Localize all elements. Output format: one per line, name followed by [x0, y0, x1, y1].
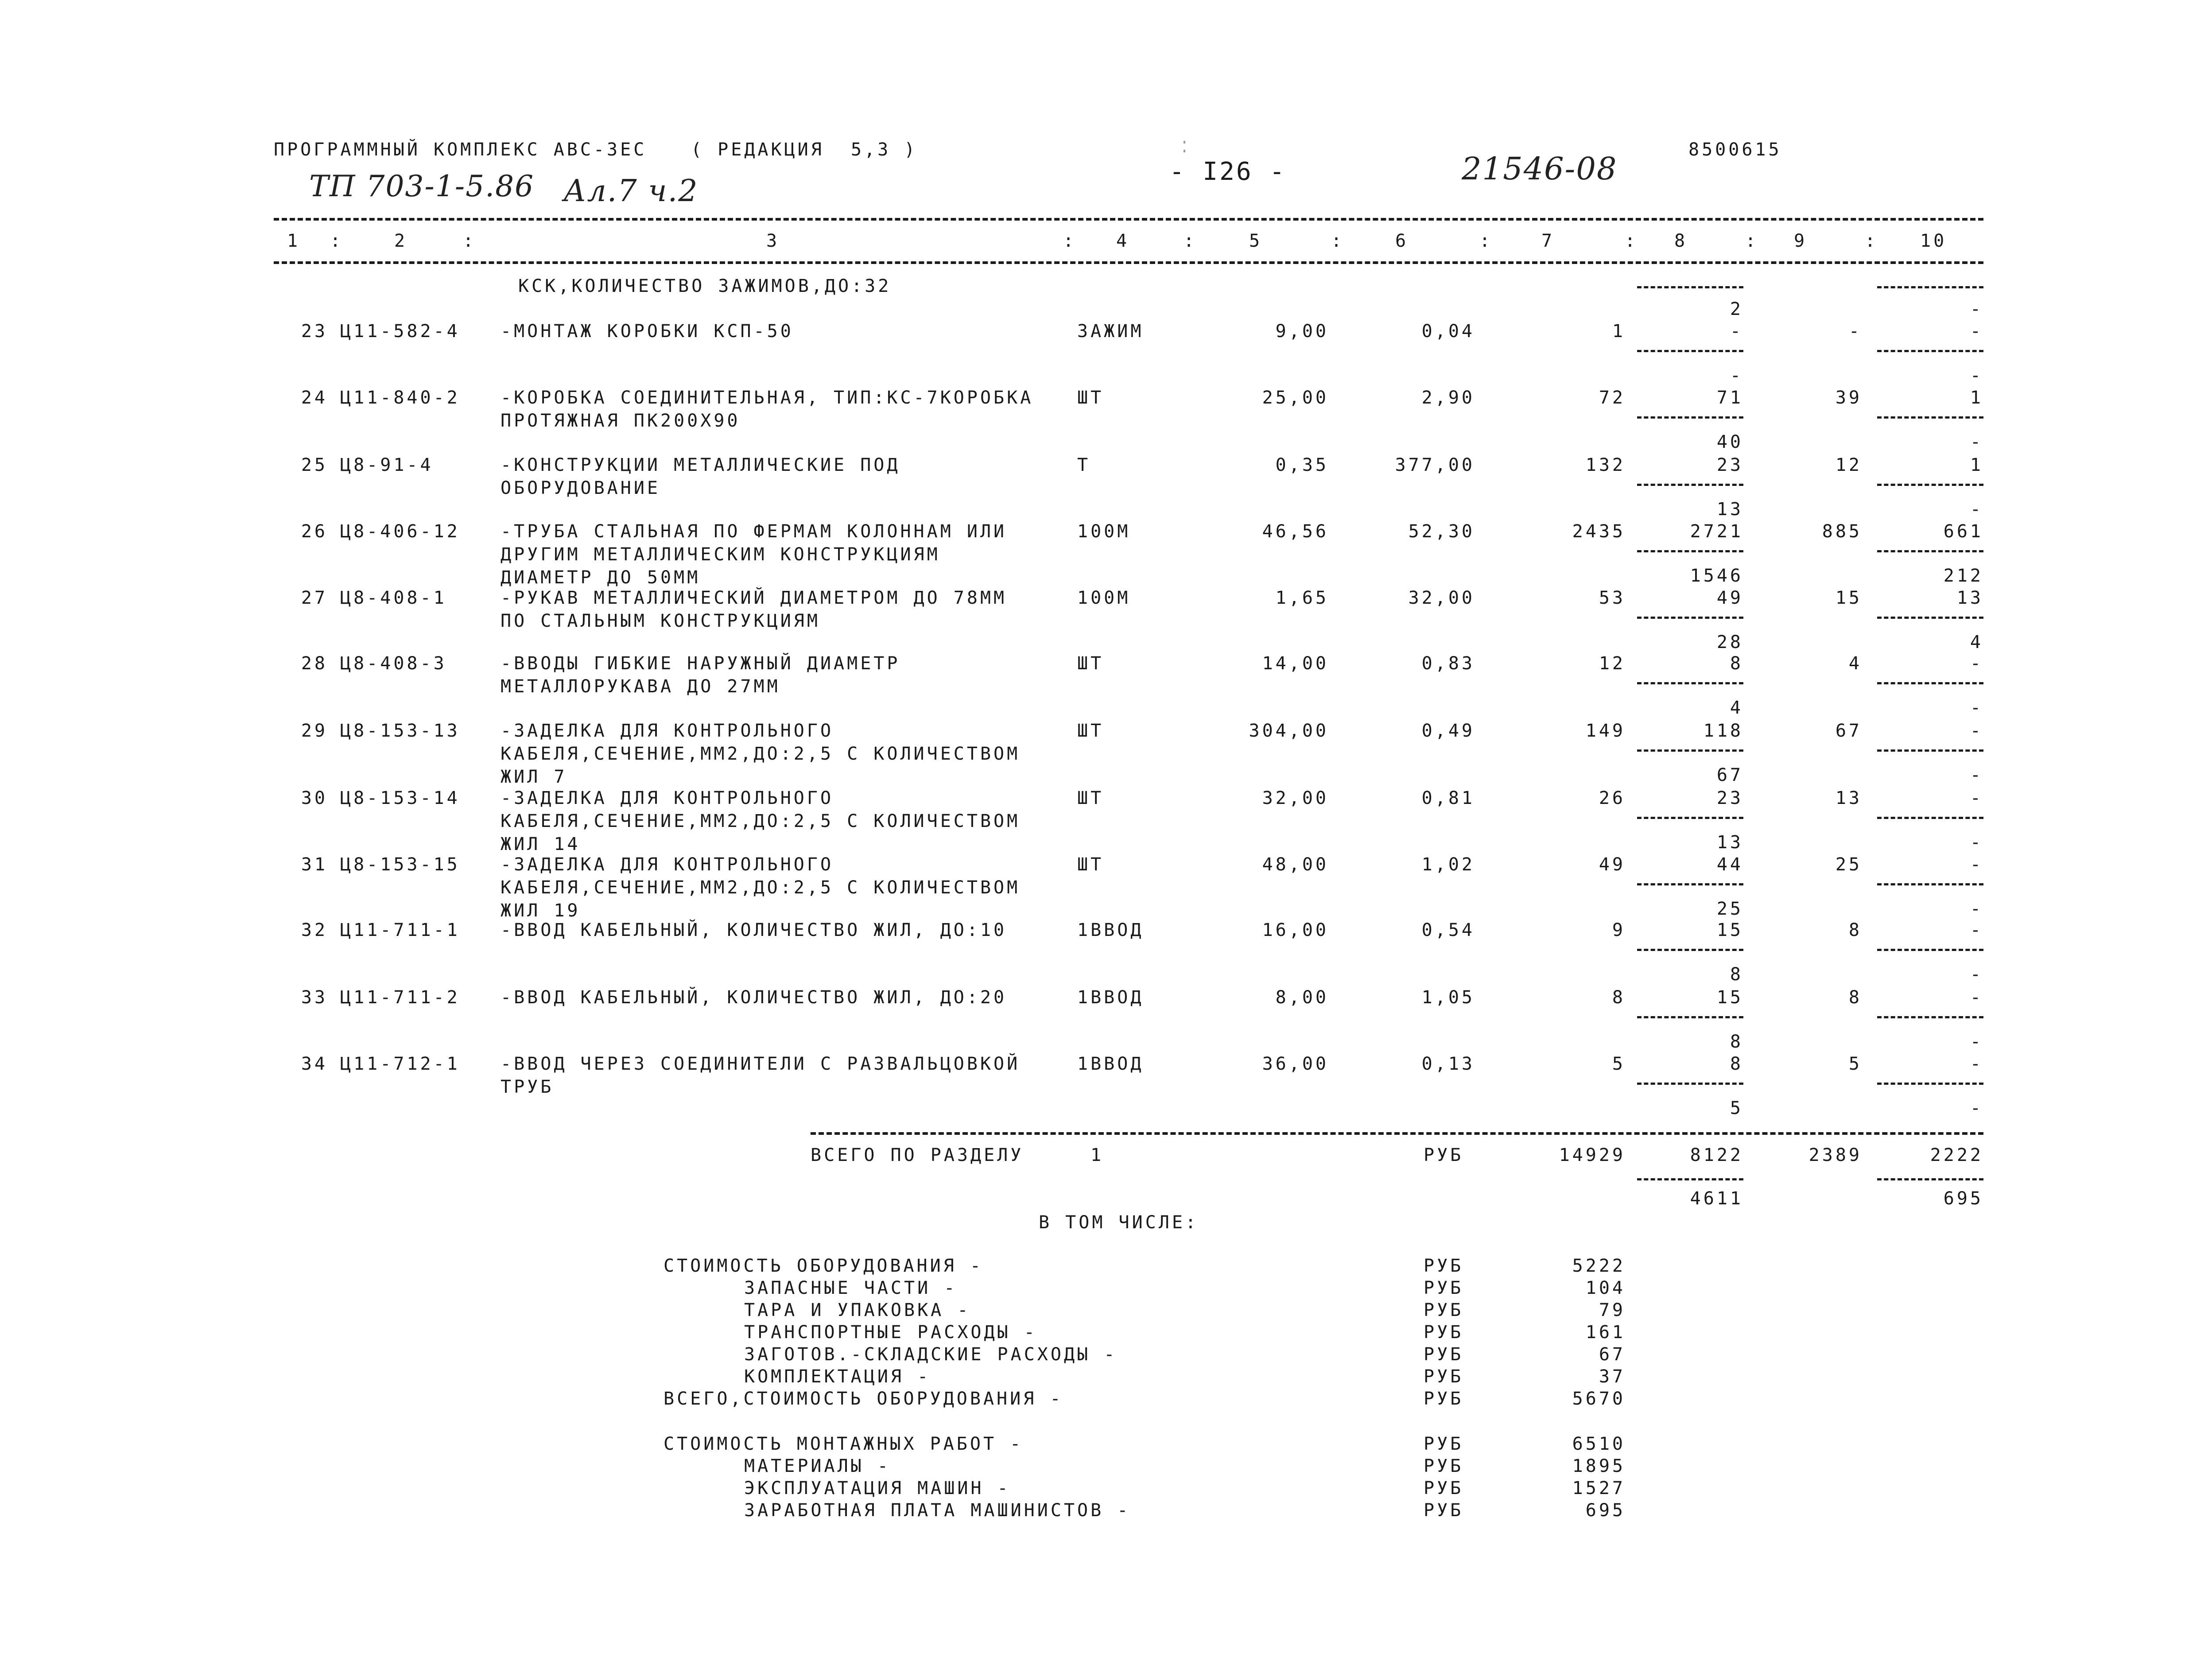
row-col9: - [1848, 321, 1862, 342]
row-col9: 39 [1835, 388, 1862, 408]
column-number: 4 [1116, 231, 1130, 251]
column-separator: : [1479, 231, 1493, 251]
cell-rule-col10 [1877, 416, 1983, 419]
row-code: Ц8-153-13 [340, 721, 460, 741]
row-code: Ц8-153-14 [340, 788, 460, 808]
row-col8: 71 [1716, 388, 1743, 408]
row-code: Ц8-91-4 [340, 455, 434, 475]
including-label: В ТОМ ЧИСЛЕ: [1039, 1212, 1199, 1233]
row-quantity: 304,00 [1249, 721, 1329, 741]
row-col9: 67 [1835, 721, 1862, 741]
row-unit-price: 2,90 [1421, 388, 1475, 408]
row-code: Ц11-711-1 [340, 920, 460, 940]
row-quantity: 1,65 [1275, 588, 1329, 608]
row-number: 31 [301, 854, 328, 875]
row-col10: - [1970, 854, 1983, 875]
col8-bottom-value: 8 [1730, 964, 1743, 985]
row-col8: 15 [1716, 987, 1743, 1008]
col10-bottom-value: - [1970, 499, 1983, 520]
total-unit: РУБ [1424, 1145, 1464, 1165]
row-col9: 885 [1822, 521, 1862, 542]
row-col7: 72 [1599, 388, 1626, 408]
summary-value: 1527 [1572, 1478, 1626, 1498]
row-col8: 15 [1716, 920, 1743, 940]
column-separator: : [330, 231, 344, 251]
row-unit-price: 0,04 [1421, 321, 1475, 342]
cell-rule-col8 [1637, 682, 1743, 684]
summary-unit: РУБ [1424, 1389, 1464, 1409]
row-unit-price: 0,54 [1421, 920, 1475, 940]
row-col9: 13 [1835, 788, 1862, 808]
row-unit-price: 32,00 [1408, 588, 1475, 608]
summary-label: ТРАНСПОРТНЫЕ РАСХОДЫ - [744, 1322, 1037, 1343]
row-col10: - [1970, 321, 1983, 342]
row-name-line: ОБОРУДОВАНИЕ [501, 478, 660, 498]
row-number: 23 [301, 321, 328, 342]
row-number: 24 [301, 388, 328, 408]
row-quantity: 36,00 [1262, 1054, 1329, 1074]
col10-bottom-value: - [1970, 698, 1983, 718]
column-separator: : [1184, 231, 1197, 251]
row-number: 26 [301, 521, 328, 542]
cell-rule-col8 [1637, 1178, 1743, 1180]
handwritten-document-number: 21546-08 [1462, 151, 1618, 187]
row-quantity: 16,00 [1262, 920, 1329, 940]
row-col10: - [1970, 721, 1983, 741]
summary-label: ЭКСПЛУАТАЦИЯ МАШИН - [744, 1478, 1011, 1498]
total-label: ВСЕГО ПО РАЗДЕЛУ [811, 1145, 1024, 1165]
summary-label: ЗАГОТОВ.-СКЛАДСКИЕ РАСХОДЫ - [744, 1344, 1118, 1365]
row-col8: 49 [1716, 588, 1743, 608]
cell-rule-col10 [1877, 949, 1983, 951]
summary-value: 161 [1585, 1322, 1626, 1343]
cell-rule-col10 [1877, 1016, 1983, 1018]
column-separator: : [1063, 231, 1077, 251]
row-col7: 9 [1612, 920, 1626, 940]
row-quantity: 9,00 [1275, 321, 1329, 342]
summary-label: ТАРА И УПАКОВКА - [744, 1300, 971, 1320]
summary-value: 5670 [1572, 1389, 1626, 1409]
row-code: Ц11-711-2 [340, 987, 460, 1008]
row-col9: 5 [1848, 1054, 1862, 1074]
cell-rule-col8 [1637, 484, 1743, 486]
row-code: Ц8-408-3 [340, 653, 447, 674]
row-quantity: 0,35 [1275, 455, 1329, 475]
cell-rule-col8 [1637, 350, 1743, 352]
total-col7: 14929 [1559, 1145, 1626, 1165]
row-name-line: ТРУБ [501, 1077, 554, 1097]
document-code: 8500615 [1688, 140, 1782, 160]
cell-rule-col8 [1637, 1083, 1743, 1085]
col8-bottom-value: 5 [1730, 1098, 1743, 1118]
summary-label: СТОИМОСТЬ МОНТАЖНЫХ РАБОТ - [664, 1434, 1024, 1454]
row-col10: - [1970, 1054, 1983, 1074]
summary-unit: РУБ [1424, 1344, 1464, 1365]
column-number: 5 [1249, 231, 1263, 251]
total-rule [811, 1132, 1983, 1135]
row-name-line: -КОРОБКА СОЕДИНИТЕЛЬНАЯ, ТИП:КС-7КОРОБКА [501, 388, 1034, 408]
row-col10: 661 [1943, 521, 1983, 542]
col10-bottom-value: - [1970, 1098, 1983, 1118]
total-col8-bottom: 4611 [1690, 1188, 1743, 1209]
row-name-line: -МОНТАЖ КОРОБКИ КСП-50 [501, 321, 794, 342]
column-number: 7 [1541, 231, 1555, 251]
page-number: - I26 - [1169, 157, 1287, 186]
row-col7: 12 [1599, 653, 1626, 674]
row-col10: - [1970, 987, 1983, 1008]
cell-rule-col10 [1877, 1178, 1983, 1180]
row-code: Ц8-153-15 [340, 854, 460, 875]
row-col8: 44 [1716, 854, 1743, 875]
cell-rule-col10 [1877, 484, 1983, 486]
total-col10-bottom: 695 [1943, 1188, 1983, 1209]
row-col7: 8 [1612, 987, 1626, 1008]
row-unit: 100М [1077, 588, 1131, 608]
column-number: 1 [287, 231, 301, 251]
cell-rule-col8 [1637, 949, 1743, 951]
summary-value: 1895 [1572, 1456, 1626, 1476]
row-quantity: 14,00 [1262, 653, 1329, 674]
row-col10: 13 [1956, 588, 1983, 608]
col10-bottom-value: - [1970, 964, 1983, 985]
row-col8: 118 [1703, 721, 1743, 741]
row-quantity: 32,00 [1262, 788, 1329, 808]
row-col9: 4 [1848, 653, 1862, 674]
summary-unit: РУБ [1424, 1322, 1464, 1343]
row-unit-price: 0,49 [1421, 721, 1475, 741]
row-name-line: ПРОТЯЖНАЯ ПК200Х90 [501, 411, 741, 431]
summary-unit: РУБ [1424, 1478, 1464, 1498]
col8-bottom-value: 1546 [1690, 566, 1743, 586]
handwritten-project-number: ТП 703-1-5.86 [309, 169, 535, 203]
summary-unit: РУБ [1424, 1456, 1464, 1476]
continuation-text: КСК,КОЛИЧЕСТВО ЗАЖИМОВ,ДО:32 [518, 276, 892, 296]
col10-bottom-value: 212 [1943, 566, 1983, 586]
row-unit: 100М [1077, 521, 1131, 542]
cell-rule-col8 [1637, 883, 1743, 885]
column-separator: : [1625, 231, 1638, 251]
row-col9: 12 [1835, 455, 1862, 475]
col10-top-value: - [1970, 299, 1983, 319]
cell-rule-col10 [1877, 817, 1983, 819]
cell-rule-col10 [1877, 883, 1983, 885]
row-unit-price: 1,05 [1421, 987, 1475, 1008]
col8-bottom-value: - [1730, 365, 1743, 386]
row-unit: ШТ [1077, 721, 1104, 741]
row-number: 30 [301, 788, 328, 808]
col8-bottom-value: 4 [1730, 698, 1743, 718]
summary-unit: РУБ [1424, 1300, 1464, 1320]
column-number: 10 [1920, 231, 1947, 251]
row-col9: 8 [1848, 987, 1862, 1008]
row-col9: 25 [1835, 854, 1862, 875]
summary-label: ВСЕГО,СТОИМОСТЬ ОБОРУДОВАНИЯ - [664, 1389, 1063, 1409]
summary-value: 37 [1599, 1366, 1626, 1387]
cell-rule-col10 [1877, 749, 1983, 752]
row-code: Ц8-408-1 [340, 588, 447, 608]
row-name-line: -ВВОД КАБЕЛЬНЫЙ, КОЛИЧЕСТВО ЖИЛ, ДО:10 [501, 920, 1007, 940]
cell-rule-col8 [1637, 1016, 1743, 1018]
summary-unit: РУБ [1424, 1278, 1464, 1298]
row-number: 25 [301, 455, 328, 475]
row-code: Ц8-406-12 [340, 521, 460, 542]
row-name-line: ДРУГИМ МЕТАЛЛИЧЕСКИМ КОНСТРУКЦИЯМ [501, 544, 940, 565]
cell-rule-col8 [1637, 286, 1743, 288]
row-col7: 2435 [1572, 521, 1626, 542]
row-name-line: КАБЕЛЯ,СЕЧЕНИЕ,ММ2,ДО:2,5 С КОЛИЧЕСТВОМ [501, 877, 1021, 898]
row-quantity: 25,00 [1262, 388, 1329, 408]
cell-rule-col8 [1637, 416, 1743, 419]
column-number: 2 [394, 231, 408, 251]
total-col8: 8122 [1690, 1145, 1743, 1165]
summary-label: СТОИМОСТЬ ОБОРУДОВАНИЯ - [664, 1256, 983, 1276]
row-number: 34 [301, 1054, 328, 1074]
row-unit: 1ВВОД [1077, 920, 1144, 940]
col10-bottom-value: - [1970, 832, 1983, 853]
cell-rule-col10 [1877, 1083, 1983, 1085]
col8-bottom-value: 25 [1716, 899, 1743, 919]
row-unit-price: 52,30 [1408, 521, 1475, 542]
row-col8: 8 [1730, 653, 1743, 674]
row-unit-price: 0,83 [1421, 653, 1475, 674]
summary-unit: РУБ [1424, 1256, 1464, 1276]
row-col7: 49 [1599, 854, 1626, 875]
cell-rule-col8 [1637, 617, 1743, 619]
row-code: Ц11-712-1 [340, 1054, 460, 1074]
col8-bottom-value: 67 [1716, 765, 1743, 785]
column-number: 6 [1395, 231, 1409, 251]
row-number: 29 [301, 721, 328, 741]
row-number: 27 [301, 588, 328, 608]
row-number: 32 [301, 920, 328, 940]
summary-label: МАТЕРИАЛЫ - [744, 1456, 891, 1476]
summary-value: 5222 [1572, 1256, 1626, 1276]
row-unit-price: 1,02 [1421, 854, 1475, 875]
col10-bottom-value: - [1970, 765, 1983, 785]
cell-rule-col10 [1877, 550, 1983, 552]
row-name-line: ПО СТАЛЬНЫМ КОНСТРУКЦИЯМ [501, 611, 820, 631]
row-quantity: 8,00 [1275, 987, 1329, 1008]
summary-unit: РУБ [1424, 1434, 1464, 1454]
row-name-line: ЖИЛ 7 [501, 767, 567, 787]
row-unit-price: 0,13 [1421, 1054, 1475, 1074]
total-col9: 2389 [1808, 1145, 1862, 1165]
col8-bottom-value: 40 [1716, 432, 1743, 452]
column-number: 8 [1674, 231, 1688, 251]
cell-rule-col8 [1637, 817, 1743, 819]
row-unit: Т [1077, 455, 1091, 475]
col8-bottom-value: 13 [1716, 832, 1743, 853]
summary-value: 67 [1599, 1344, 1626, 1365]
row-name-line: ДИАМЕТР ДО 50ММ [501, 567, 701, 588]
row-col10: 1 [1970, 388, 1983, 408]
col10-bottom-value: - [1970, 899, 1983, 919]
column-separator: : [1331, 231, 1345, 251]
row-col7: 1 [1612, 321, 1626, 342]
cell-rule-col10 [1877, 617, 1983, 619]
col10-bottom-value: 4 [1970, 632, 1983, 652]
col8-bottom-value: 8 [1730, 1032, 1743, 1052]
row-name-line: КАБЕЛЯ,СЕЧЕНИЕ,ММ2,ДО:2,5 С КОЛИЧЕСТВОМ [501, 811, 1021, 831]
row-unit-price: 0,81 [1421, 788, 1475, 808]
row-number: 28 [301, 653, 328, 674]
col10-bottom-value: - [1970, 365, 1983, 386]
summary-value: 79 [1599, 1300, 1626, 1320]
cell-rule-col10 [1877, 350, 1983, 352]
row-unit: ЗАЖИМ [1077, 321, 1144, 342]
row-col8: - [1730, 321, 1743, 342]
row-number: 33 [301, 987, 328, 1008]
row-name-line: -КОНСТРУКЦИИ МЕТАЛЛИЧЕСКИЕ ПОД [501, 455, 900, 475]
row-col9: 8 [1848, 920, 1862, 940]
summary-value: 695 [1585, 1500, 1626, 1521]
col10-bottom-value: - [1970, 1032, 1983, 1052]
column-number: 9 [1794, 231, 1808, 251]
row-unit: ШТ [1077, 388, 1104, 408]
row-unit: 1ВВОД [1077, 987, 1144, 1008]
row-name-line: -ЗАДЕЛКА ДЛЯ КОНТРОЛЬНОГО [501, 854, 834, 875]
row-col8: 2721 [1690, 521, 1743, 542]
row-quantity: 46,56 [1262, 521, 1329, 542]
row-col7: 5 [1612, 1054, 1626, 1074]
row-col7: 132 [1585, 455, 1626, 475]
row-unit: 1ВВОД [1077, 1054, 1144, 1074]
row-col10: 1 [1970, 455, 1983, 475]
summary-unit: РУБ [1424, 1500, 1464, 1521]
row-name-line: -ВВОД ЧЕРЕЗ СОЕДИНИТЕЛИ С РАЗВАЛЬЦОВКОЙ [501, 1054, 1021, 1074]
column-number: 3 [766, 231, 780, 251]
row-col10: - [1970, 653, 1983, 674]
col10-bottom-value: - [1970, 432, 1983, 452]
row-name-line: ЖИЛ 14 [501, 834, 581, 854]
header-rule-bottom [274, 261, 1983, 264]
row-col10: - [1970, 920, 1983, 940]
summary-value: 6510 [1572, 1434, 1626, 1454]
col8-bottom-value: 13 [1716, 499, 1743, 520]
total-section: 1 [1090, 1145, 1104, 1165]
scan-speck [1184, 141, 1185, 144]
row-unit: ШТ [1077, 788, 1104, 808]
cell-rule-col8 [1637, 550, 1743, 552]
summary-value: 104 [1585, 1278, 1626, 1298]
summary-label: ЗАРАБОТНАЯ ПЛАТА МАШИНИСТОВ - [744, 1500, 1131, 1521]
row-col9: 15 [1835, 588, 1862, 608]
row-col8: 23 [1716, 788, 1743, 808]
summary-label: ЗАПАСНЫЕ ЧАСТИ - [744, 1278, 958, 1298]
row-col8: 23 [1716, 455, 1743, 475]
total-col10: 2222 [1930, 1145, 1983, 1165]
edition-label: ( РЕДАКЦИЯ 5,3 ) [691, 140, 918, 160]
row-name-line: КАБЕЛЯ,СЕЧЕНИЕ,ММ2,ДО:2,5 С КОЛИЧЕСТВОМ [501, 744, 1021, 764]
cell-rule-col10 [1877, 682, 1983, 684]
col8-bottom-value: 28 [1716, 632, 1743, 652]
row-code: Ц11-582-4 [340, 321, 460, 342]
column-separator: : [1865, 231, 1878, 251]
row-col7: 26 [1599, 788, 1626, 808]
row-name-line: -ЗАДЕЛКА ДЛЯ КОНТРОЛЬНОГО [501, 721, 834, 741]
row-unit: ШТ [1077, 854, 1104, 875]
summary-label: КОМПЛЕКТАЦИЯ - [744, 1366, 931, 1387]
handwritten-album: Ал.7 ч.2 [563, 174, 699, 209]
row-name-line: -РУКАВ МЕТАЛЛИЧЕСКИЙ ДИАМЕТРОМ ДО 78ММ [501, 588, 1007, 608]
row-name-line: -ТРУБА СТАЛЬНАЯ ПО ФЕРМАМ КОЛОННАМ ИЛИ [501, 521, 1007, 542]
row-name-line: -ЗАДЕЛКА ДЛЯ КОНТРОЛЬНОГО [501, 788, 834, 808]
row-col7: 149 [1585, 721, 1626, 741]
program-title: ПРОГРАММНЫЙ КОМПЛЕКС АВС-3ЕС [274, 140, 647, 160]
scan-speck [1184, 150, 1185, 152]
row-unit-price: 377,00 [1395, 455, 1475, 475]
row-col8: 8 [1730, 1054, 1743, 1074]
col8-top-value: 2 [1730, 299, 1743, 319]
row-name-line: МЕТАЛЛОРУКАВА ДО 27ММ [501, 676, 780, 697]
column-separator: : [463, 231, 477, 251]
cell-rule-col10 [1877, 286, 1983, 288]
column-separator: : [1745, 231, 1759, 251]
row-name-line: -ВВОДЫ ГИБКИЕ НАРУЖНЫЙ ДИАМЕТР [501, 653, 900, 674]
row-col10: - [1970, 788, 1983, 808]
summary-unit: РУБ [1424, 1366, 1464, 1387]
row-code: Ц11-840-2 [340, 388, 460, 408]
row-unit: ШТ [1077, 653, 1104, 674]
row-name-line: -ВВОД КАБЕЛЬНЫЙ, КОЛИЧЕСТВО ЖИЛ, ДО:20 [501, 987, 1007, 1008]
row-col7: 53 [1599, 588, 1626, 608]
cell-rule-col8 [1637, 749, 1743, 752]
header-rule-top [274, 218, 1983, 221]
row-name-line: ЖИЛ 19 [501, 900, 581, 921]
row-quantity: 48,00 [1262, 854, 1329, 875]
